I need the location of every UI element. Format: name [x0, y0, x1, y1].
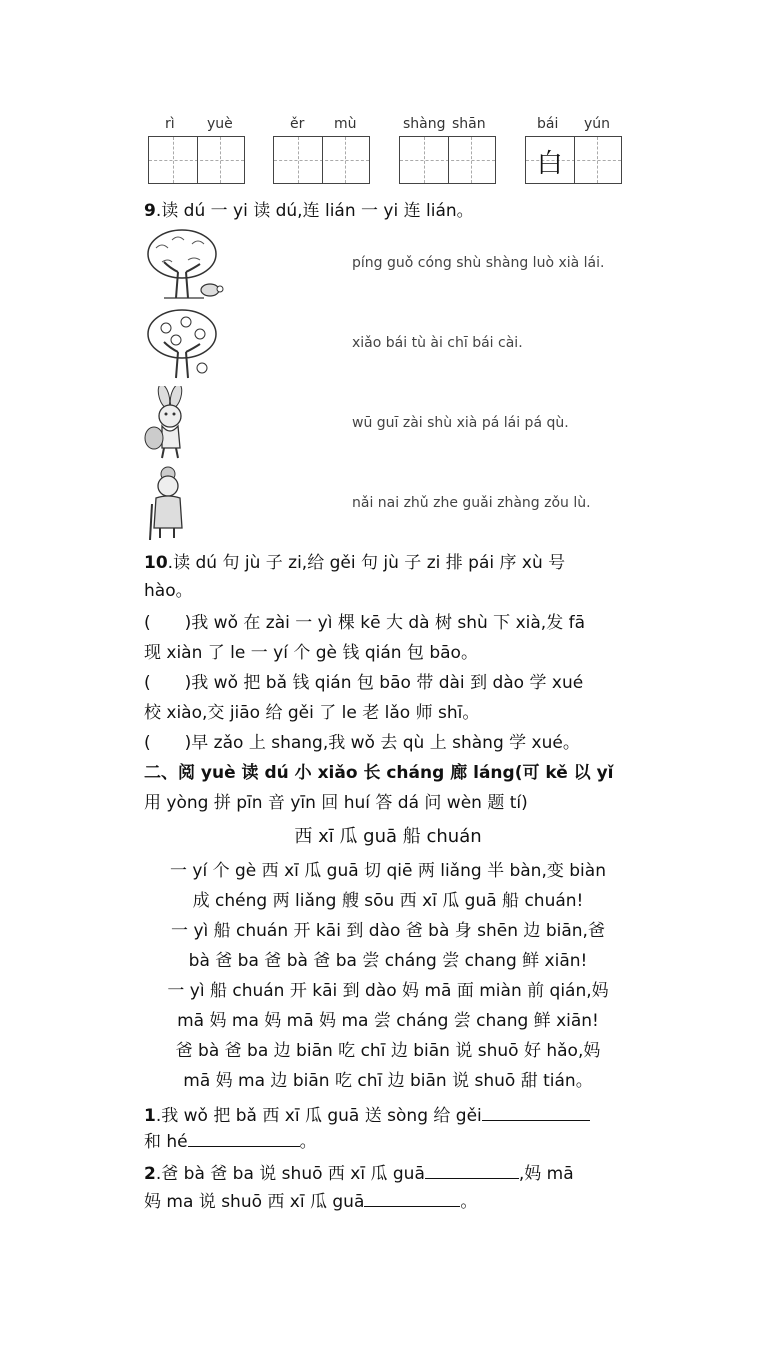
- q2-line: 2.爸 bà 爸 ba 说 shuō 西 xī 瓜 guā ,妈 mā: [144, 1164, 574, 1184]
- answer-blank[interactable]: [482, 1104, 590, 1121]
- writing-box[interactable]: [273, 136, 370, 184]
- pinyin-label: yuè: [207, 116, 233, 132]
- box-char: [400, 137, 448, 185]
- q10-item-cont: 现 xiàn 了 le 一 yí 个 gè 钱 qián 包 bāo。: [144, 643, 478, 663]
- poem-line: mā 妈 ma 边 biān 吃 chī 边 biān 说 shuō 甜 tián。: [183, 1071, 593, 1091]
- pinyin-label: mù: [334, 116, 357, 132]
- q10-item: ( )我 wǒ 把 bǎ 钱 qián 包 bāo 带 dài 到 dào 学 xué: [144, 673, 584, 693]
- box-char: [274, 137, 322, 185]
- apple-tree-turtle-image: [142, 226, 226, 302]
- poem-line: 一 yì 船 chuán 开 kāi 到 dào 爸 bà 身 shēn 边 biān,爸: [171, 921, 605, 941]
- section2-heading-cont: 用 yòng 拼 pīn 音 yīn 回 huí 答 dá 问 wèn 题 tí): [144, 793, 528, 813]
- pinyin-label: shān: [452, 116, 486, 132]
- poem-line: mā 妈 ma 妈 mā 妈 ma 尝 cháng 尝 chang 鲜 xiān!: [177, 1011, 599, 1031]
- pinyin-label: ěr: [290, 116, 305, 132]
- answer-blank[interactable]: [364, 1190, 460, 1207]
- q10-item-cont: 校 xiào,交 jiāo 给 gěi 了 le 老 lǎo 师 shī。: [144, 703, 480, 723]
- q9-heading: 9.读 dú 一 yi 读 dú,连 lián 一 yi 连 lián。: [144, 201, 474, 221]
- sentence: xiǎo bái tù ài chī bái cài.: [352, 335, 523, 351]
- grandma-cane-image: [142, 464, 202, 542]
- box-char: 白: [536, 148, 563, 179]
- sentence: nǎi nai zhǔ zhe guǎi zhàng zǒu lù.: [352, 495, 591, 511]
- box-char: [322, 137, 370, 185]
- sentence: píng guǒ cóng shù shàng luò xià lái.: [352, 255, 605, 271]
- answer-blank[interactable]: [188, 1130, 300, 1147]
- q1-line: 1.我 wǒ 把 bǎ 西 xī 瓜 guā 送 sòng 给 gěi: [144, 1104, 590, 1127]
- poem-line: 爸 bà 爸 ba 边 biān 吃 chī 边 biān 说 shuō 好 hǎo,妈: [175, 1041, 601, 1061]
- q1-line-cont: 和 hé 。: [144, 1132, 317, 1152]
- writing-box[interactable]: [525, 136, 622, 184]
- q10-item: ( )早 zǎo 上 shang,我 wǒ 去 qù 上 shàng 学 xué。: [144, 733, 580, 753]
- writing-box[interactable]: [399, 136, 496, 184]
- q10-item: ( )我 wǒ 在 zài 一 yì 棵 kē 大 dà 树 shù 下 xià,发 fā: [144, 613, 585, 633]
- writing-box[interactable]: [148, 136, 245, 184]
- pinyin-label: bái: [537, 116, 559, 132]
- pinyin-label: yún: [584, 116, 611, 132]
- section2-heading: 二、阅 yuè 读 dú 小 xiǎo 长 cháng 廊 láng(可 kě 以 yǐ: [144, 763, 614, 783]
- box-char: [574, 137, 622, 185]
- pinyin-label: rì: [165, 116, 175, 132]
- sentence: wū guī zài shù xià pá lái pá qù.: [352, 415, 569, 431]
- q2-line-cont: 妈 ma 说 shuō 西 xī 瓜 guā 。: [144, 1192, 478, 1212]
- box-char: [197, 137, 245, 185]
- apple-tree-falling-apple-image: [142, 306, 226, 382]
- rabbit-cabbage-image: [142, 386, 202, 462]
- pinyin-label: shàng: [403, 116, 446, 132]
- q10-heading: 10.读 dú 句 jù 子 zi,给 gěi 句 jù 子 zi 排 pái 序 xù 号: [144, 553, 566, 573]
- poem-line: bà 爸 ba 爸 bà 爸 ba 尝 cháng 尝 chang 鲜 xiān!: [188, 951, 588, 971]
- poem-line: 一 yí 个 gè 西 xī 瓜 guā 切 qiē 两 liǎng 半 bàn,变 biàn: [170, 861, 606, 881]
- box-char: [149, 137, 197, 185]
- answer-blank[interactable]: [425, 1162, 519, 1179]
- q10-heading-cont: hào。: [144, 581, 193, 601]
- poem-line: 一 yì 船 chuán 开 kāi 到 dào 妈 mā 面 miàn 前 qián,妈: [167, 981, 609, 1001]
- poem-title: 西 xī 瓜 guā 船 chuán: [294, 826, 482, 847]
- box-char: [448, 137, 496, 185]
- poem-line: 成 chéng 两 liǎng 艘 sōu 西 xī 瓜 guā 船 chuán!: [192, 891, 584, 911]
